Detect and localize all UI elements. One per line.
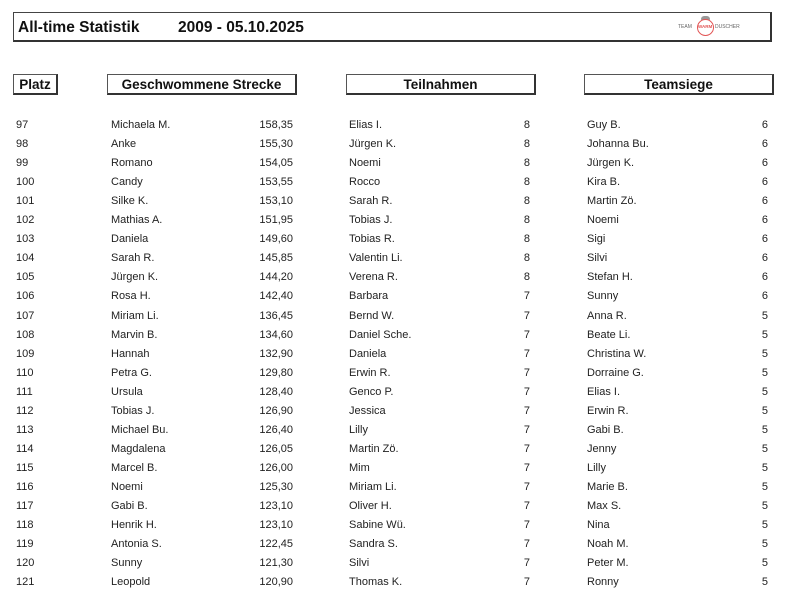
- strecke-value-cell: 149,60: [259, 233, 293, 246]
- strecke-value-cell: 154,05: [259, 157, 293, 170]
- teamsiege-name-cell: Sigi: [587, 233, 606, 246]
- teilnahmen-name-cell: Genco P.: [349, 385, 394, 398]
- teilnahmen-value-cell: 7: [523, 328, 530, 341]
- teilnahmen-value-cell: 7: [523, 347, 530, 360]
- strecke-name-cell: Antonia S.: [111, 538, 162, 551]
- teilnahmen-value-cell: 7: [523, 519, 530, 532]
- table-row: [0, 402, 790, 421]
- teilnahmen-value-cell: 8: [523, 233, 530, 246]
- date-range: 2009 - 05.10.2025: [178, 19, 304, 36]
- column-header-strecke: Geschwommene Strecke: [107, 74, 297, 95]
- teilnahmen-value-cell: 7: [523, 576, 530, 589]
- teamsiege-value-cell: 5: [761, 347, 768, 360]
- strecke-name-cell: Rosa H.: [111, 290, 151, 303]
- rank-cell: 113: [16, 423, 34, 436]
- teilnahmen-name-cell: Tobias J.: [349, 214, 393, 227]
- strecke-value-cell: 136,45: [259, 309, 293, 322]
- teilnahmen-name-cell: Daniela: [349, 347, 387, 360]
- teamsiege-value-cell: 5: [761, 442, 768, 455]
- teilnahmen-value-cell: 7: [523, 480, 530, 493]
- teamsiege-value-cell: 6: [761, 138, 768, 151]
- teamsiege-name-cell: Martin Zö.: [587, 195, 637, 208]
- teilnahmen-name-cell: Thomas K.: [349, 576, 403, 589]
- rank-cell: 110: [16, 366, 34, 379]
- rank-cell: 108: [16, 328, 35, 341]
- table-row: [0, 326, 790, 345]
- table-row: [0, 173, 790, 192]
- teamsiege-name-cell: Jürgen K.: [587, 157, 635, 170]
- teamsiege-name-cell: Dorraine G.: [587, 366, 644, 379]
- teilnahmen-value-cell: 7: [523, 557, 530, 570]
- teilnahmen-value-cell: 7: [523, 366, 530, 379]
- teilnahmen-name-cell: Erwin R.: [349, 366, 391, 379]
- teamsiege-name-cell: Stefan H.: [587, 271, 633, 284]
- table-row: [0, 497, 790, 516]
- rank-cell: 121: [16, 576, 35, 589]
- teilnahmen-value-cell: 7: [523, 309, 530, 322]
- rank-cell: 116: [16, 480, 34, 493]
- strecke-name-cell: Noemi: [111, 480, 143, 493]
- strecke-name-cell: Candy: [111, 176, 143, 189]
- table-row: [0, 307, 790, 326]
- strecke-name-cell: Petra G.: [111, 366, 152, 379]
- strecke-name-cell: Hannah: [111, 347, 150, 360]
- strecke-name-cell: Gabi B.: [111, 500, 148, 512]
- logo-text-left: TEAM: [678, 24, 692, 30]
- strecke-value-cell: 126,05: [259, 442, 293, 455]
- teamsiege-name-cell: Guy B.: [587, 119, 621, 131]
- strecke-value-cell: 144,20: [259, 271, 293, 284]
- strecke-name-cell: Marvin B.: [111, 328, 158, 341]
- strecke-name-cell: Miriam Li.: [111, 309, 159, 322]
- rank-cell: 117: [16, 500, 34, 512]
- teamsiege-name-cell: Silvi: [587, 252, 608, 265]
- teamsiege-name-cell: Peter M.: [587, 557, 629, 570]
- title-bar: [13, 12, 772, 42]
- table-row: [0, 287, 790, 306]
- rank-cell: 114: [16, 442, 34, 455]
- rank-cell: 97: [16, 119, 29, 131]
- strecke-name-cell: Henrik H.: [111, 519, 157, 532]
- table-row: [0, 440, 790, 459]
- teamsiege-value-cell: 5: [761, 557, 768, 570]
- teamsiege-value-cell: 6: [761, 157, 768, 170]
- teamsiege-value-cell: 5: [761, 519, 768, 532]
- teamsiege-name-cell: Gabi B.: [587, 423, 624, 436]
- strecke-name-cell: Tobias J.: [111, 404, 155, 417]
- table-row: [0, 154, 790, 173]
- teilnahmen-name-cell: Valentin Li.: [349, 252, 403, 265]
- rank-cell: 101: [16, 195, 35, 208]
- rank-cell: 98: [16, 138, 29, 151]
- teamsiege-value-cell: 5: [761, 309, 768, 322]
- table-row: [0, 211, 790, 230]
- strecke-name-cell: Anke: [111, 138, 137, 151]
- rank-cell: 99: [16, 157, 29, 170]
- rank-cell: 105: [16, 271, 35, 284]
- teamsiege-name-cell: Marie B.: [587, 480, 628, 493]
- strecke-value-cell: 123,10: [259, 500, 293, 512]
- page-title: All-time Statistik: [18, 19, 140, 36]
- strecke-value-cell: 123,10: [259, 519, 293, 532]
- teilnahmen-name-cell: Sarah R.: [349, 195, 393, 208]
- rank-cell: 106: [16, 290, 35, 303]
- teilnahmen-value-cell: 8: [523, 214, 530, 227]
- strecke-value-cell: 142,40: [259, 290, 293, 303]
- teilnahmen-name-cell: Mim: [349, 461, 370, 474]
- rank-cell: 120: [16, 557, 35, 570]
- teilnahmen-value-cell: 7: [523, 500, 530, 512]
- strecke-value-cell: 122,45: [259, 538, 293, 551]
- strecke-value-cell: 126,40: [259, 423, 293, 436]
- strecke-value-cell: 121,30: [259, 557, 293, 570]
- logo-text-middle: WARM: [698, 24, 713, 29]
- teilnahmen-value-cell: 7: [523, 442, 530, 455]
- rank-cell: 119: [16, 538, 34, 551]
- rank-cell: 102: [16, 214, 35, 227]
- table-row: [0, 535, 790, 554]
- teilnahmen-name-cell: Martin Zö.: [349, 442, 399, 455]
- strecke-value-cell: 129,80: [259, 366, 293, 379]
- rank-cell: 103: [16, 233, 35, 246]
- table-row: [0, 383, 790, 402]
- rank-cell: 104: [16, 252, 35, 265]
- table-row: [0, 421, 790, 440]
- teamsiege-name-cell: Elias I.: [587, 385, 621, 398]
- strecke-name-cell: Magdalena: [111, 442, 166, 455]
- teamsiege-name-cell: Kira B.: [587, 176, 621, 189]
- teilnahmen-name-cell: Silvi: [349, 557, 370, 570]
- strecke-name-cell: Romano: [111, 157, 153, 170]
- strecke-name-cell: Mathias A.: [111, 214, 163, 227]
- table-row: [0, 116, 790, 135]
- rank-cell: 100: [16, 176, 35, 189]
- teamsiege-name-cell: Max S.: [587, 500, 622, 512]
- logo-text-right: DUSCHER: [715, 24, 740, 30]
- teilnahmen-value-cell: 7: [523, 290, 530, 303]
- teilnahmen-name-cell: Rocco: [349, 176, 381, 189]
- teilnahmen-value-cell: 8: [523, 157, 530, 170]
- rank-cell: 115: [16, 461, 34, 474]
- table-row: [0, 192, 790, 211]
- teamsiege-value-cell: 5: [761, 328, 768, 341]
- strecke-value-cell: 126,00: [259, 461, 293, 474]
- strecke-value-cell: 151,95: [259, 214, 293, 227]
- teamsiege-name-cell: Noemi: [587, 214, 619, 227]
- teamsiege-name-cell: Beate Li.: [587, 328, 631, 341]
- table-row: [0, 516, 790, 535]
- strecke-name-cell: Sarah R.: [111, 252, 155, 265]
- teilnahmen-value-cell: 7: [523, 461, 530, 474]
- team-logo: [678, 16, 750, 38]
- strecke-value-cell: 125,30: [259, 480, 293, 493]
- teilnahmen-value-cell: 8: [523, 138, 530, 151]
- teamsiege-value-cell: 6: [761, 176, 768, 189]
- teamsiege-value-cell: 6: [761, 195, 768, 208]
- teilnahmen-name-cell: Jürgen K.: [349, 138, 397, 151]
- teilnahmen-name-cell: Jessica: [349, 404, 386, 417]
- table-row: [0, 268, 790, 287]
- strecke-name-cell: Michaela M.: [111, 119, 171, 131]
- teamsiege-value-cell: 5: [761, 423, 768, 436]
- rank-cell: 109: [16, 347, 35, 360]
- teamsiege-name-cell: Nina: [587, 519, 610, 532]
- teamsiege-value-cell: 5: [761, 461, 768, 474]
- strecke-name-cell: Michael Bu.: [111, 423, 169, 436]
- teamsiege-name-cell: Anna R.: [587, 309, 627, 322]
- teamsiege-value-cell: 5: [761, 538, 768, 551]
- teilnahmen-name-cell: Noemi: [349, 157, 381, 170]
- teamsiege-value-cell: 6: [761, 252, 768, 265]
- strecke-name-cell: Ursula: [111, 385, 143, 398]
- table-row: [0, 364, 790, 383]
- teamsiege-value-cell: 5: [761, 500, 768, 512]
- strecke-value-cell: 155,30: [259, 138, 293, 151]
- teilnahmen-name-cell: Barbara: [349, 290, 389, 303]
- teilnahmen-name-cell: Elias I.: [349, 119, 383, 131]
- teamsiege-name-cell: Noah M.: [587, 538, 629, 551]
- strecke-name-cell: Silke K.: [111, 195, 149, 208]
- strecke-value-cell: 153,10: [259, 195, 293, 208]
- teamsiege-value-cell: 5: [761, 404, 768, 417]
- strecke-name-cell: Daniela: [111, 233, 149, 246]
- teamsiege-value-cell: 5: [761, 576, 768, 589]
- teilnahmen-value-cell: 8: [523, 119, 530, 131]
- teilnahmen-value-cell: 7: [523, 423, 530, 436]
- table-row: [0, 230, 790, 249]
- teilnahmen-name-cell: Daniel Sche.: [349, 328, 412, 341]
- strecke-name-cell: Leopold: [111, 576, 151, 589]
- teamsiege-value-cell: 6: [761, 233, 768, 246]
- strecke-value-cell: 153,55: [259, 176, 293, 189]
- teamsiege-name-cell: Erwin R.: [587, 404, 629, 417]
- table-row: [0, 345, 790, 364]
- teilnahmen-value-cell: 8: [523, 176, 530, 189]
- rank-cell: 112: [16, 404, 34, 417]
- teilnahmen-name-cell: Verena R.: [349, 271, 398, 284]
- teamsiege-name-cell: Jenny: [587, 442, 617, 455]
- column-header-platz: Platz: [13, 74, 58, 95]
- table-row: [0, 478, 790, 497]
- column-header-teamsiege: Teamsiege: [584, 74, 774, 95]
- strecke-value-cell: 128,40: [259, 385, 293, 398]
- teamsiege-value-cell: 5: [761, 385, 768, 398]
- teilnahmen-value-cell: 7: [523, 538, 530, 551]
- teilnahmen-name-cell: Lilly: [349, 423, 368, 436]
- teilnahmen-value-cell: 7: [523, 404, 530, 417]
- teilnahmen-name-cell: Sandra S.: [349, 538, 398, 551]
- teamsiege-name-cell: Ronny: [587, 576, 619, 589]
- teilnahmen-value-cell: 8: [523, 252, 530, 265]
- teilnahmen-name-cell: Tobias R.: [349, 233, 395, 246]
- teamsiege-value-cell: 6: [761, 271, 768, 284]
- table-row: [0, 135, 790, 154]
- teilnahmen-value-cell: 8: [523, 271, 530, 284]
- teilnahmen-name-cell: Oliver H.: [349, 500, 392, 512]
- table-row: [0, 554, 790, 573]
- teilnahmen-value-cell: 7: [523, 385, 530, 398]
- strecke-name-cell: Marcel B.: [111, 461, 158, 474]
- teamsiege-name-cell: Johanna Bu.: [587, 138, 649, 151]
- rank-cell: 111: [16, 385, 33, 398]
- teilnahmen-value-cell: 8: [523, 195, 530, 208]
- strecke-value-cell: 132,90: [259, 347, 293, 360]
- teamsiege-value-cell: 5: [761, 480, 768, 493]
- strecke-value-cell: 120,90: [259, 576, 293, 589]
- teamsiege-value-cell: 6: [761, 290, 768, 303]
- table-row: [0, 249, 790, 268]
- teilnahmen-name-cell: Bernd W.: [349, 309, 395, 322]
- strecke-value-cell: 158,35: [259, 119, 293, 131]
- teamsiege-value-cell: 6: [761, 214, 768, 227]
- strecke-value-cell: 126,90: [259, 404, 293, 417]
- teamsiege-value-cell: 6: [761, 119, 768, 131]
- teilnahmen-name-cell: Miriam Li.: [349, 480, 397, 493]
- table-row: [0, 573, 790, 592]
- rank-cell: 107: [16, 309, 35, 322]
- teamsiege-name-cell: Christina W.: [587, 347, 647, 360]
- teilnahmen-name-cell: Sabine Wü.: [349, 519, 406, 532]
- column-header-teilnahmen: Teilnahmen: [346, 74, 536, 95]
- strecke-name-cell: Jürgen K.: [111, 271, 159, 284]
- strecke-value-cell: 145,85: [259, 252, 293, 265]
- teamsiege-value-cell: 5: [761, 366, 768, 379]
- table-row: [0, 459, 790, 478]
- teamsiege-name-cell: Sunny: [587, 290, 619, 303]
- strecke-name-cell: Sunny: [111, 557, 143, 570]
- rank-cell: 118: [16, 519, 34, 532]
- teamsiege-name-cell: Lilly: [587, 461, 606, 474]
- strecke-value-cell: 134,60: [259, 328, 293, 341]
